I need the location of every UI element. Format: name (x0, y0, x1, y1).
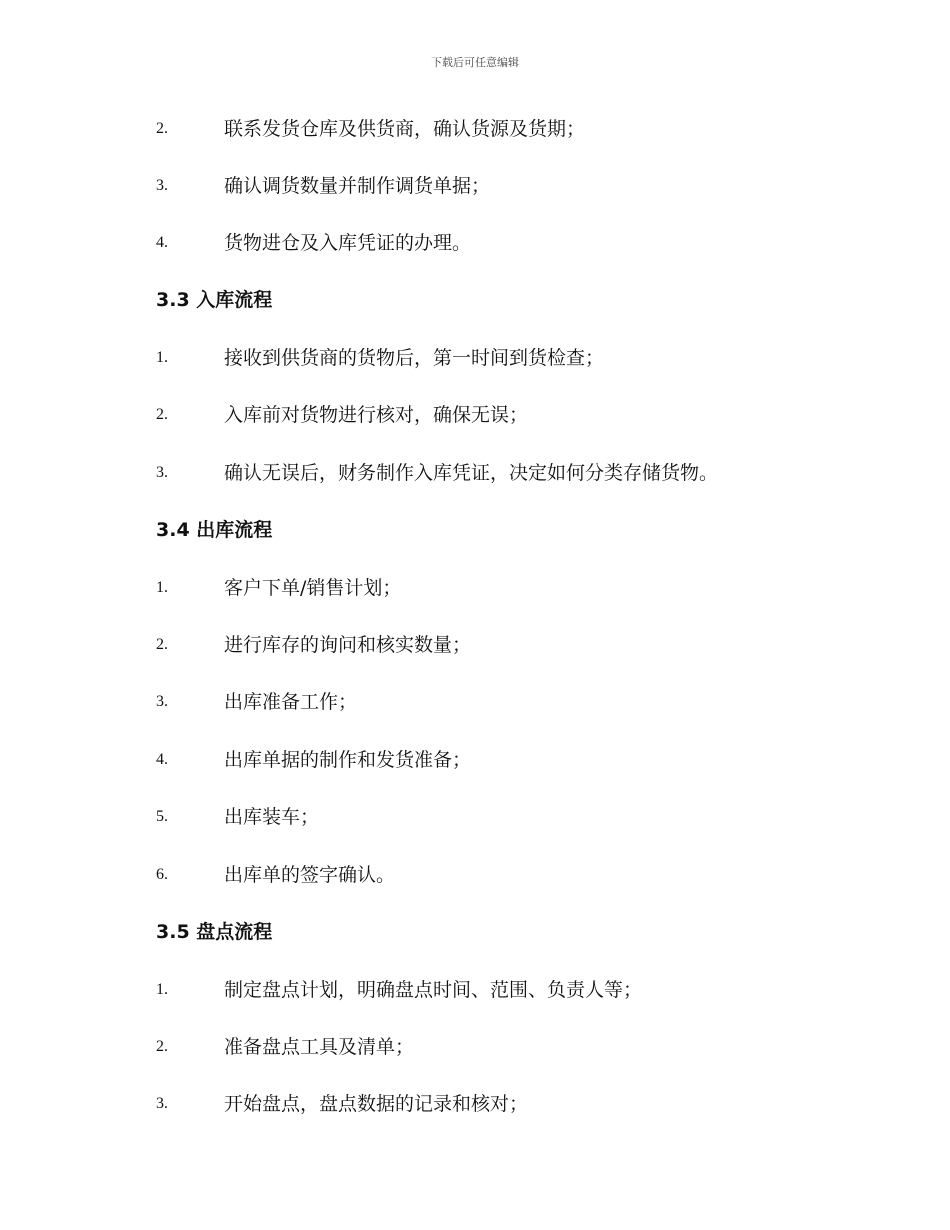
list-number: 4. (156, 751, 168, 768)
list-text: 联系发货仓库及供货商，确认货源及货期； (224, 118, 586, 140)
list-item (0, 228, 950, 258)
list-text: 准备盘点工具及清单； (224, 1036, 415, 1058)
list-number: 1. (156, 349, 168, 366)
list-number: 6. (156, 866, 168, 883)
list-item (0, 860, 950, 890)
list-text: 货物进仓及入库凭证的办理。 (224, 232, 472, 254)
list-number: 3. (156, 1095, 168, 1112)
section-heading: 3.4 出库流程 (156, 519, 273, 541)
list-text: 入库前对货物进行核对，确保无误； (224, 404, 529, 426)
section-heading: 3.5 盘点流程 (156, 921, 273, 943)
list-number: 2. (156, 120, 168, 137)
list-number: 1. (156, 981, 168, 998)
list-item (0, 458, 950, 488)
page-header: 下载后可任意编辑 (431, 56, 519, 69)
list-number: 5. (156, 808, 168, 825)
list-number: 3. (156, 177, 168, 194)
list-text: 确认无误后，财务制作入库凭证，决定如何分类存储货物。 (224, 462, 719, 484)
list-item (0, 745, 950, 775)
list-item (0, 400, 950, 430)
list-item (0, 171, 950, 201)
list-number: 2. (156, 636, 168, 653)
list-number: 3. (156, 693, 168, 710)
list-text: 制定盘点计划，明确盘点时间、范围、负责人等； (224, 979, 643, 1001)
list-item (0, 1032, 950, 1062)
list-number: 2. (156, 406, 168, 423)
list-item (0, 975, 950, 1005)
list-text: 进行库存的询问和核实数量； (224, 634, 472, 656)
list-text: 出库准备工作； (224, 691, 358, 713)
list-item (0, 802, 950, 832)
list-text: 出库装车； (224, 806, 320, 828)
list-number: 1. (156, 579, 168, 596)
list-text: 接收到供货商的货物后，第一时间到货检查； (224, 347, 605, 369)
list-item (0, 343, 950, 373)
list-number: 2. (156, 1038, 168, 1055)
list-text: 确认调货数量并制作调货单据； (224, 175, 491, 197)
list-text: 出库单的签字确认。 (224, 864, 396, 886)
list-number: 3. (156, 464, 168, 481)
section-heading: 3.3 入库流程 (156, 289, 273, 311)
list-number: 4. (156, 234, 168, 251)
list-text: 出库单据的制作和发货准备； (224, 749, 472, 771)
list-item (0, 630, 950, 660)
list-text: 开始盘点，盘点数据的记录和核对； (224, 1093, 529, 1115)
list-item (0, 573, 950, 603)
list-text: 客户下单/销售计划； (224, 577, 402, 599)
list-item (0, 687, 950, 717)
list-item (0, 1089, 950, 1119)
list-item (0, 114, 950, 144)
